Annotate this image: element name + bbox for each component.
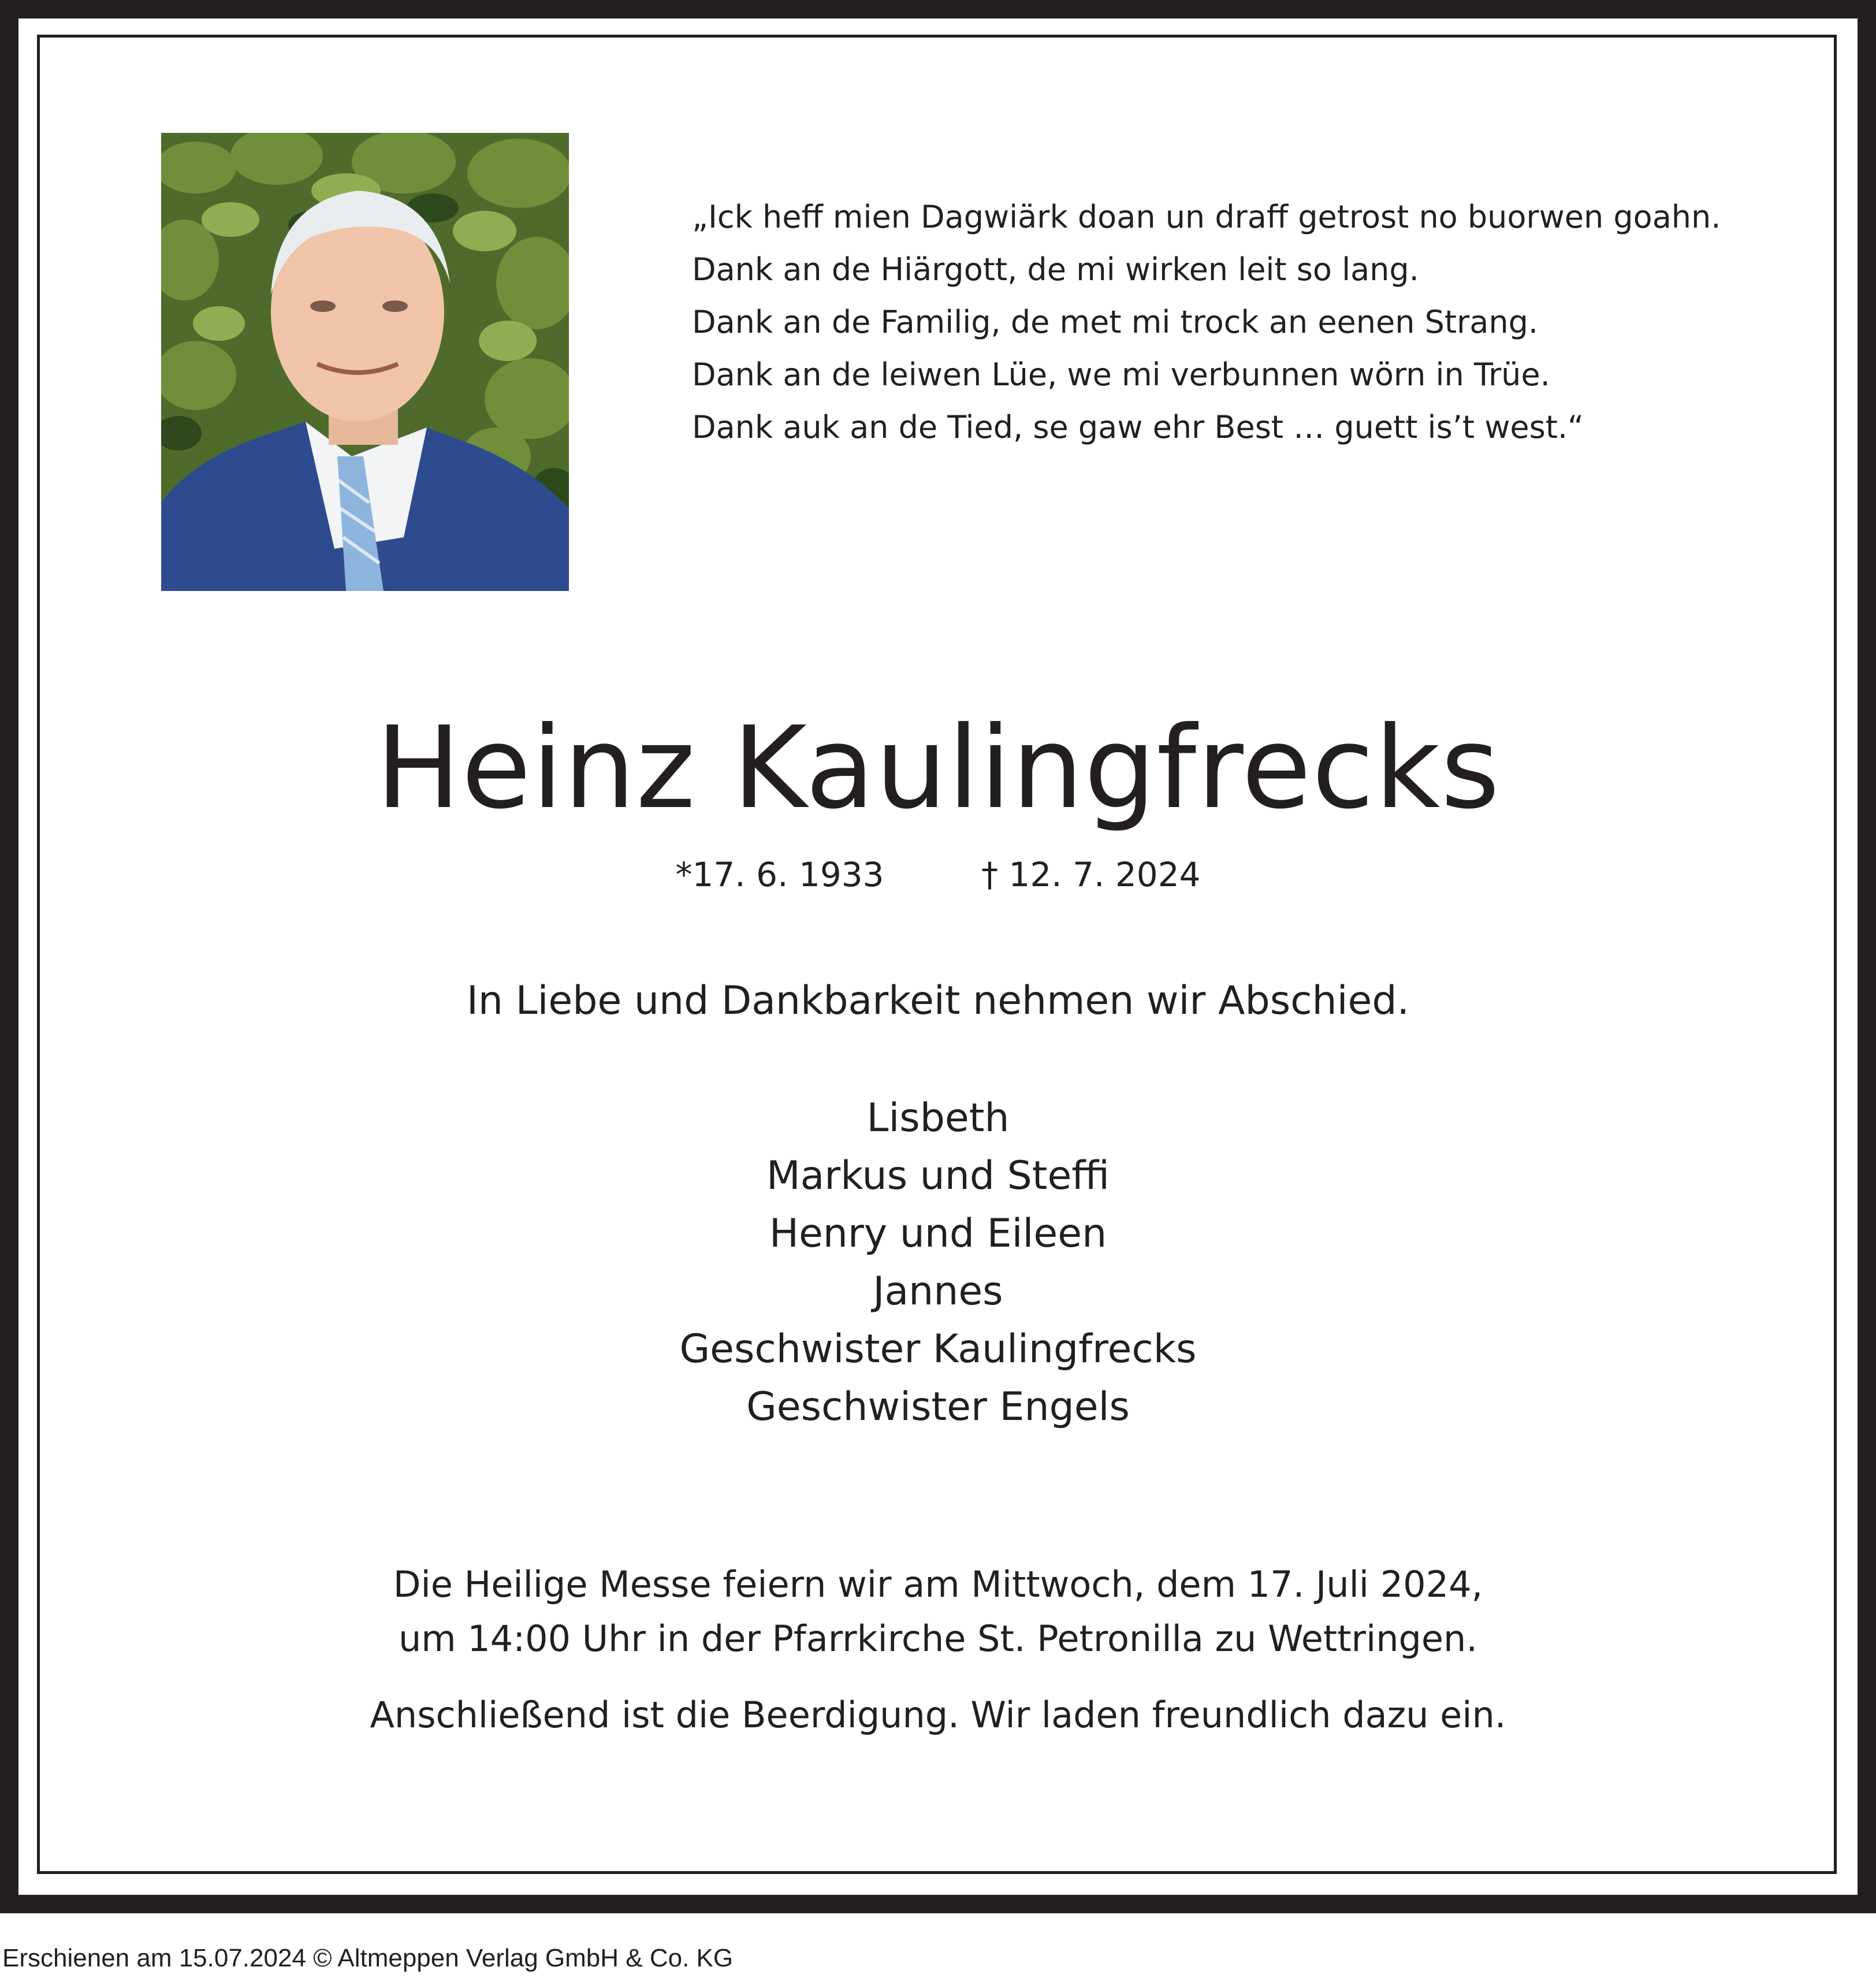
- quote-line: „Ick heff mien Dagwiärk doan un draff getrost no buorwen goahn.: [692, 199, 1721, 235]
- mourners-list: [0, 1090, 1876, 1436]
- quote-line: Dank an de Hiärgott, de mi wirken leit so lang.: [692, 251, 1419, 288]
- quote-line: Dank an de leiwen Lüe, we mi verbunnen wörn in Trüe.: [692, 356, 1550, 393]
- publication-footer: Erschienen am 15.07.2024 © Altmeppen Verlag GmbH & Co. KG: [2, 1944, 734, 1972]
- quote-block: [692, 191, 1789, 453]
- mourner-name: Henry und Eileen: [769, 1211, 1107, 1256]
- mourner-name: Geschwister Engels: [746, 1384, 1130, 1430]
- mourner-name: Lisbeth: [866, 1095, 1010, 1141]
- death-date: † 12. 7. 2024: [981, 855, 1201, 894]
- service-line: Die Heilige Messe feiern wir am Mittwoch, dem 17. Juli 2024,: [393, 1563, 1483, 1605]
- mourner-name: Geschwister Kaulingfrecks: [679, 1326, 1197, 1372]
- burial-info: Anschließend ist die Beerdigung. Wir laden freundlich dazu ein.: [370, 1694, 1506, 1736]
- mourner-name: Jannes: [873, 1269, 1003, 1314]
- life-dates: [0, 852, 1876, 898]
- deceased-name: Heinz Kaulingfrecks: [375, 702, 1501, 834]
- service-info: [0, 1557, 1876, 1666]
- quote-line: Dank auk an de Tied, se gaw ehr Best … guett is’t west.“: [692, 409, 1584, 445]
- farewell-text: In Liebe und Dankbarkeit nehmen wir Abschied.: [466, 978, 1410, 1024]
- service-line: um 14:00 Uhr in der Pfarrkirche St. Petronilla zu Wettringen.: [398, 1618, 1478, 1660]
- mourner-name: Markus und Steffi: [766, 1153, 1110, 1199]
- portrait-photo: [161, 133, 569, 591]
- birth-date: *17. 6. 1933: [675, 855, 884, 894]
- quote-line: Dank an de Familig, de met mi trock an eenen Strang.: [692, 304, 1539, 340]
